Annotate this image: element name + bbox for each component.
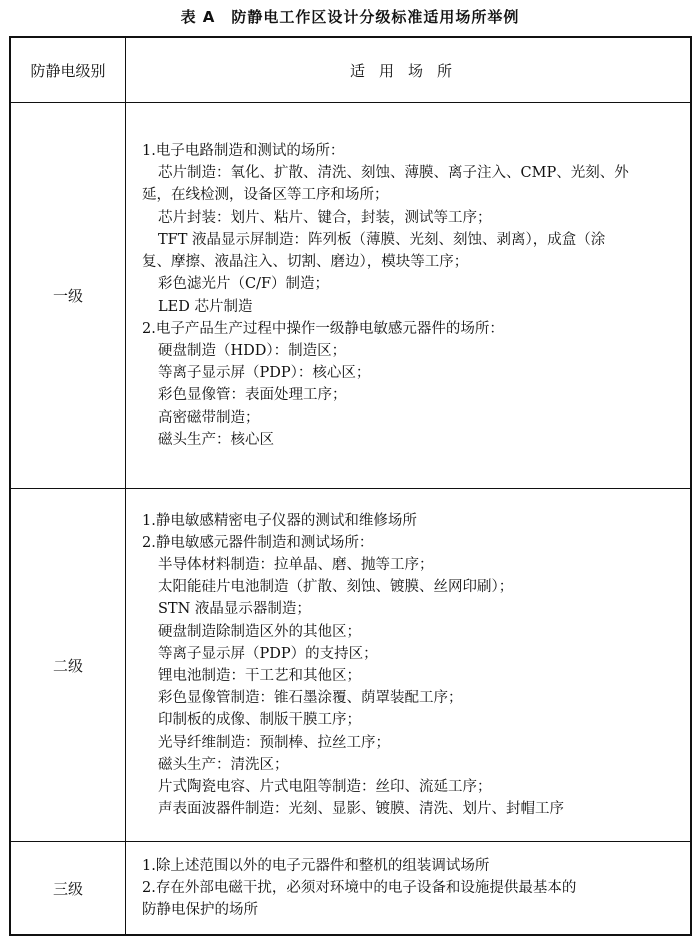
- list-subitem: 光导纤维制造：预制棒、拉丝工序；: [158, 734, 390, 751]
- list-subitem: 半导体材料制造：拉单晶、磨、抛等工序；: [158, 556, 434, 573]
- list-continuation: 复、摩擦、液晶注入、切割、磨边），模块等工序；: [142, 254, 469, 271]
- list-item: 1.电子电路制造和测试的场所：: [142, 143, 345, 160]
- list-subitem: 锂电池制造：干工艺和其他区；: [158, 668, 361, 684]
- table-caption: 表 A 防静电工作区设计分级标准适用场所举例: [180, 8, 520, 26]
- list-subitem: 片式陶瓷电容、片式电阻等制造：丝印、流延工序；: [158, 779, 492, 796]
- level-cell: 三级: [10, 842, 126, 936]
- table-row-level-1: [10, 103, 691, 489]
- list-subitem: 磁头生产：核心区: [158, 431, 274, 448]
- list-subitem: LED 芯片制造: [158, 298, 253, 315]
- list-subitem: 太阳能硅片电池制造（扩散、刻蚀、镀膜、丝网印刷）；: [158, 579, 514, 596]
- list-item: 2.存在外部电磁干扰，必须对环境中的电子设备和设施提供最基本的: [142, 879, 577, 896]
- list-subitem: 声表面波器件制造：光刻、显影、镀膜、清洗、划片、封帽工序: [158, 801, 564, 818]
- header-level: 防静电级别: [10, 37, 126, 103]
- list-subitem: 彩色显像管制造：锥石墨涂覆、荫罩装配工序；: [158, 690, 463, 707]
- list-subitem: 高密磁带制造；: [158, 409, 260, 426]
- level-cell: 二级: [10, 489, 126, 842]
- table-row-level-3: [10, 842, 691, 936]
- list-subitem: 磁头生产：清洗区；: [158, 756, 289, 773]
- table-row-level-2: [10, 489, 691, 842]
- grading-table: [9, 36, 692, 936]
- list-subitem: 芯片封装：划片、粘片、键合，封装，测试等工序；: [158, 209, 492, 226]
- list-subitem: TFT 液晶显示屏制造：阵列板（薄膜、光刻、刻蚀、剥离），成盒（涂: [158, 231, 606, 248]
- list-subitem: 印制板的成像、制版干膜工序；: [158, 712, 361, 729]
- places-cell: [126, 842, 692, 936]
- list-subitem: 彩色滤光片（C/F）制造；: [158, 276, 330, 293]
- list-subitem: 彩色显像管：表面处理工序；: [158, 387, 347, 404]
- list-subitem: 等离子显示屏（PDP）：核心区；: [158, 365, 371, 382]
- list-subitem: 硬盘制造除制造区外的其他区；: [158, 623, 361, 640]
- list-subitem: 芯片制造：氧化、扩散、清洗、刻蚀、薄膜、离子注入、CMP、光刻、外: [158, 165, 629, 182]
- list-subitem: 硬盘制造（HDD）：制造区；: [158, 342, 347, 359]
- list-item: 2.电子产品生产过程中操作一级静电敏感元器件的场所：: [142, 320, 504, 337]
- list-subitem: STN 液晶显示器制造；: [158, 601, 311, 618]
- table-header-row: [10, 37, 691, 103]
- list-continuation: 延，在线检测，设备区等工序和场所；: [142, 187, 389, 204]
- list-continuation: 防静电保护的场所: [142, 902, 258, 919]
- level-cell: 一级: [10, 103, 126, 489]
- list-item: 1.除上述范围以外的电子元器件和整机的组装调试场所: [142, 857, 490, 874]
- list-item: 2.静电敏感元器件制造和测试场所：: [142, 534, 374, 551]
- places-cell: [126, 489, 692, 842]
- list-item: 1.静电敏感精密电子仪器的测试和维修场所: [142, 512, 417, 529]
- list-subitem: 等离子显示屏（PDP）的支持区；: [158, 645, 378, 662]
- header-places: 适用场所: [126, 37, 692, 103]
- places-cell: [126, 103, 692, 489]
